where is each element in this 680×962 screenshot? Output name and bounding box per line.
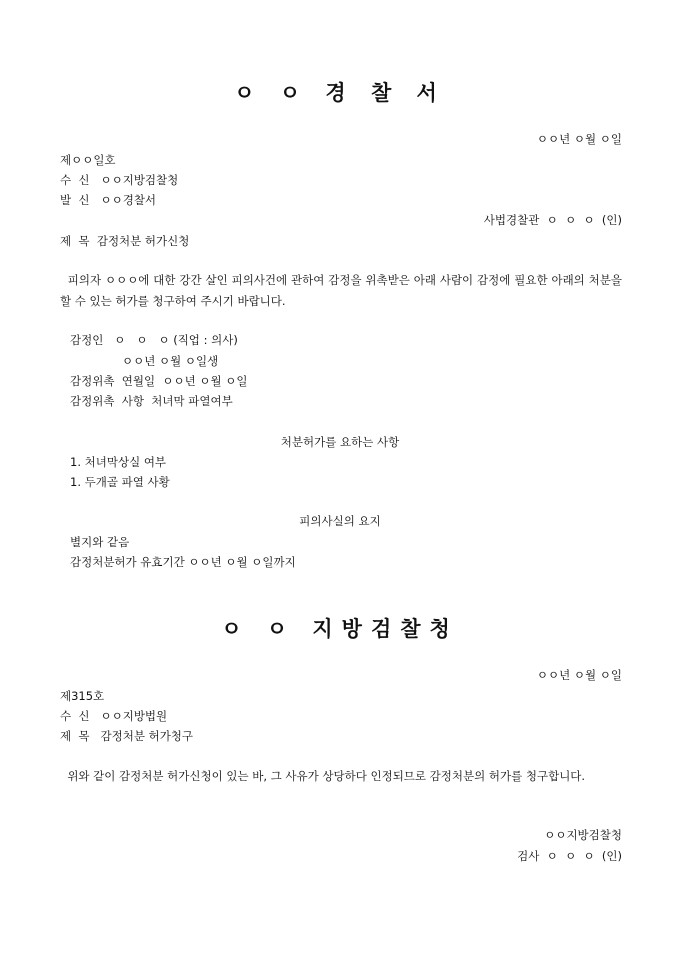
- validity-period: 감정처분허가 유효기간 ㅇㅇ년 ㅇ월 ㅇ일까지: [70, 555, 296, 569]
- examiner-birth: ㅇㅇ년 ㅇ월 ㅇ일생: [122, 354, 219, 368]
- police-title: ㅇ ㅇ 경 찰 서: [234, 80, 446, 105]
- prosecution-date: ㅇㅇ년 ㅇ월 ㅇ일: [536, 668, 622, 682]
- prosecution-title: ㅇ ㅇ 지방검찰청: [221, 616, 459, 641]
- facts-heading: 피의사실의 요지: [299, 514, 381, 528]
- police-body: 피의자 ㅇㅇㅇ에 대한 강간 살인 피의사건에 관하여 감정을 위촉받은 아래 사람이 감정에 필요한 아래의 처분을 할 수 있는 허가를 청구하여 주시기 바랍니다.: [60, 273, 626, 308]
- prosecution-doc-number: 제315호: [60, 689, 105, 703]
- police-subject: 제 목 감정처분 허가신청: [60, 234, 190, 248]
- prosecution-office: ㅇㅇ지방검찰청: [544, 828, 622, 842]
- facts-text: 별지와 같음: [70, 535, 130, 549]
- prosecution-subject: 제 목 감정처분 허가청구: [60, 729, 194, 743]
- commission-date: 감정위촉 연월일 ㅇㅇ년 ㅇ월 ㅇ일: [70, 374, 248, 388]
- police-recipient: 수 신 ㅇㅇ지방검찰청: [60, 173, 179, 187]
- police-officer-signature: 사법경찰관 ㅇ ㅇ ㅇ (인): [483, 213, 622, 227]
- police-date: ㅇㅇ년 ㅇ월 ㅇ일: [536, 132, 622, 146]
- police-sender: 발 신 ㅇㅇ경찰서: [60, 193, 157, 207]
- request-item: 1. 두개골 파열 사황: [70, 475, 170, 489]
- prosecution-body: 위와 같이 감정처분 허가신청이 있는 바, 그 사유가 상당하다 인정되므로 감정처분의 허가를 청구합니다.: [60, 769, 586, 783]
- commission-matter: 감정위촉 사항 처녀막 파열여부: [70, 394, 233, 408]
- request-item: 1. 처녀막상실 여부: [70, 455, 167, 469]
- examiner-line: 감정인 ㅇ ㅇ ㅇ (직업 : 의사): [70, 333, 238, 347]
- requests-heading: 처분허가를 요하는 사항: [280, 435, 400, 449]
- police-doc-number: 제ㅇㅇ일호: [60, 153, 116, 167]
- prosecution-recipient: 수 신 ㅇㅇ지방법원: [60, 709, 168, 723]
- prosecutor-signature: 검사 ㅇ ㅇ ㅇ (인): [517, 849, 622, 863]
